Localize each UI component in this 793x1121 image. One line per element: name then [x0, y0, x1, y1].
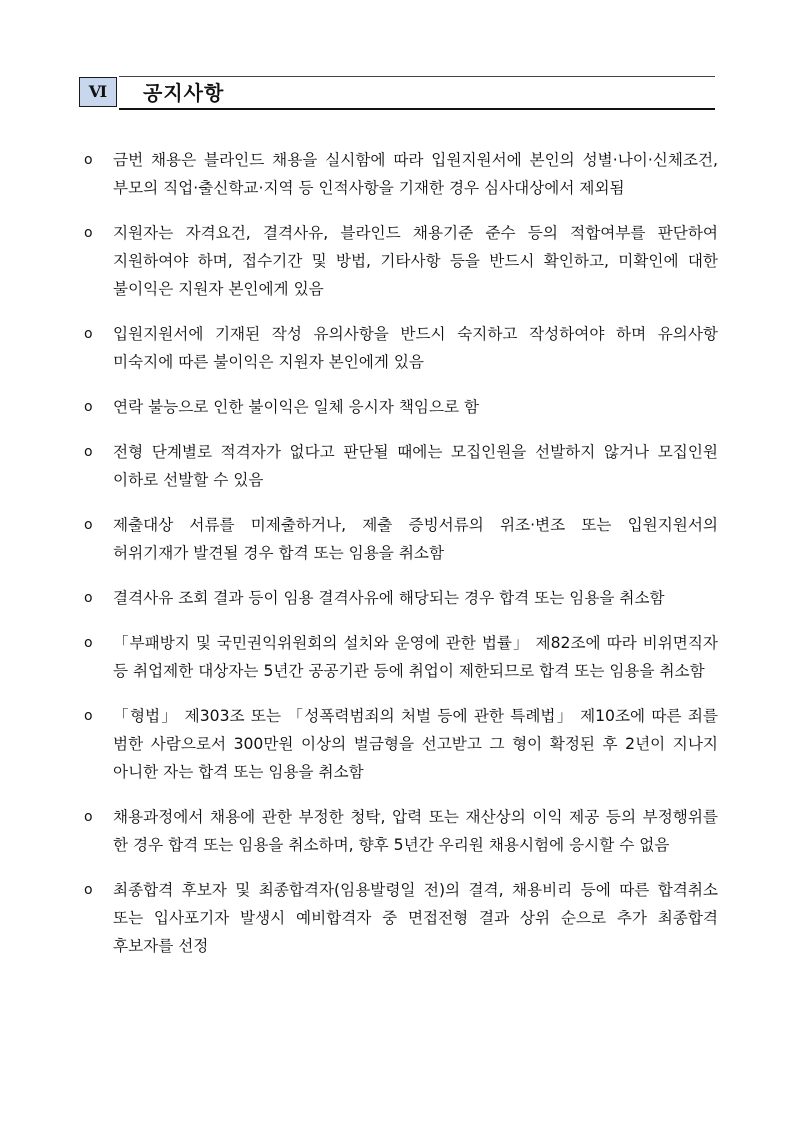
- notice-item: [82, 803, 718, 859]
- notice-item: [82, 320, 718, 376]
- header-top-rule: [119, 76, 715, 77]
- notice-text: 「부패방지 및 국민권익위원회의 설치와 운영에 관한 법률」 제82조에 따라 비위면직자 등 취업제한 대상자는 5년간 공공기관 등에 취업이 제한되므로 합격 또는 임용을 취소함: [113, 634, 718, 680]
- circle-bullet-icon: o: [84, 635, 93, 651]
- section-header: [79, 76, 715, 110]
- notice-item: [82, 511, 718, 567]
- notice-text: 결격사유 조회 결과 등이 임용 결격사유에 해당되는 경우 합격 또는 임용을 취소함: [113, 589, 665, 607]
- notice-text: 지원자는 자격요건, 결격사유, 블라인드 채용기준 준수 등의 적합여부를 판단하여 지원하여야 하며, 접수기간 및 방법, 기타사항 등을 반드시 확인하고, 미확인에 대한 불이익은 지원자 본인에게 있음: [113, 224, 718, 298]
- circle-bullet-icon: o: [84, 517, 93, 533]
- circle-bullet-icon: o: [84, 809, 93, 825]
- notice-item: [82, 702, 718, 786]
- circle-bullet-icon: o: [84, 708, 93, 724]
- circle-bullet-icon: o: [84, 225, 93, 241]
- notice-text: 최종합격 후보자 및 최종합격자(임용발령일 전)의 결격, 채용비리 등에 따른 합격취소 또는 입사포기자 발생시 예비합격자 중 면접전형 결과 상위 순으로 추가 최종합격 후보자를 선정: [113, 881, 718, 955]
- circle-bullet-icon: o: [84, 590, 93, 606]
- notice-text: 제출대상 서류를 미제출하거나, 제출 증빙서류의 위조·변조 또는 입원지원서의 허위기재가 발견될 경우 합격 또는 임용을 취소함: [113, 516, 718, 562]
- notice-text: 입원지원서에 기재된 작성 유의사항을 반드시 숙지하고 작성하여야 하며 유의사항 미숙지에 따른 불이익은 지원자 본인에게 있음: [113, 325, 718, 371]
- notice-item: [82, 146, 718, 202]
- section-number-badge: Ⅵ: [79, 77, 117, 107]
- notice-text: 전형 단계별로 적격자가 없다고 판단될 때에는 모집인원을 선발하지 않거나 모집인원 이하로 선발할 수 있음: [113, 443, 718, 489]
- circle-bullet-icon: o: [84, 326, 93, 342]
- circle-bullet-icon: o: [84, 399, 93, 415]
- notice-text: 연락 불능으로 인한 불이익은 일체 응시자 책임으로 함: [113, 398, 480, 416]
- notice-item: [82, 584, 718, 612]
- circle-bullet-icon: o: [84, 882, 93, 898]
- notice-item: [82, 438, 718, 494]
- header-bottom-rule: [119, 108, 715, 110]
- circle-bullet-icon: o: [84, 152, 93, 168]
- notice-item: [82, 876, 718, 960]
- notice-item: [82, 219, 718, 303]
- circle-bullet-icon: o: [84, 444, 93, 460]
- section-title: 공지사항: [143, 81, 225, 105]
- notice-list: [82, 146, 718, 977]
- notice-text: 금번 채용은 블라인드 채용을 실시함에 따라 입원지원서에 본인의 성별·나이·신체조건, 부모의 직업·출신학교·지역 등 인적사항을 기재한 경우 심사대상에서 제외됨: [113, 151, 718, 197]
- notice-item: [82, 393, 718, 421]
- notice-item: [82, 629, 718, 685]
- notice-text: 채용과정에서 채용에 관한 부정한 청탁, 압력 또는 재산상의 이익 제공 등의 부정행위를 한 경우 합격 또는 임용을 취소하며, 향후 5년간 우리원 채용시험에 응시할 수 없음: [113, 808, 718, 854]
- notice-text: 「형법」 제303조 또는 「성폭력범죄의 처벌 등에 관한 특례법」 제10조에 따른 죄를 범한 사람으로서 300만원 이상의 벌금형을 선고받고 그 형이 확정된 후 2년이 지나지 아니한 자는 합격 또는 임용을 취소함: [113, 707, 718, 781]
